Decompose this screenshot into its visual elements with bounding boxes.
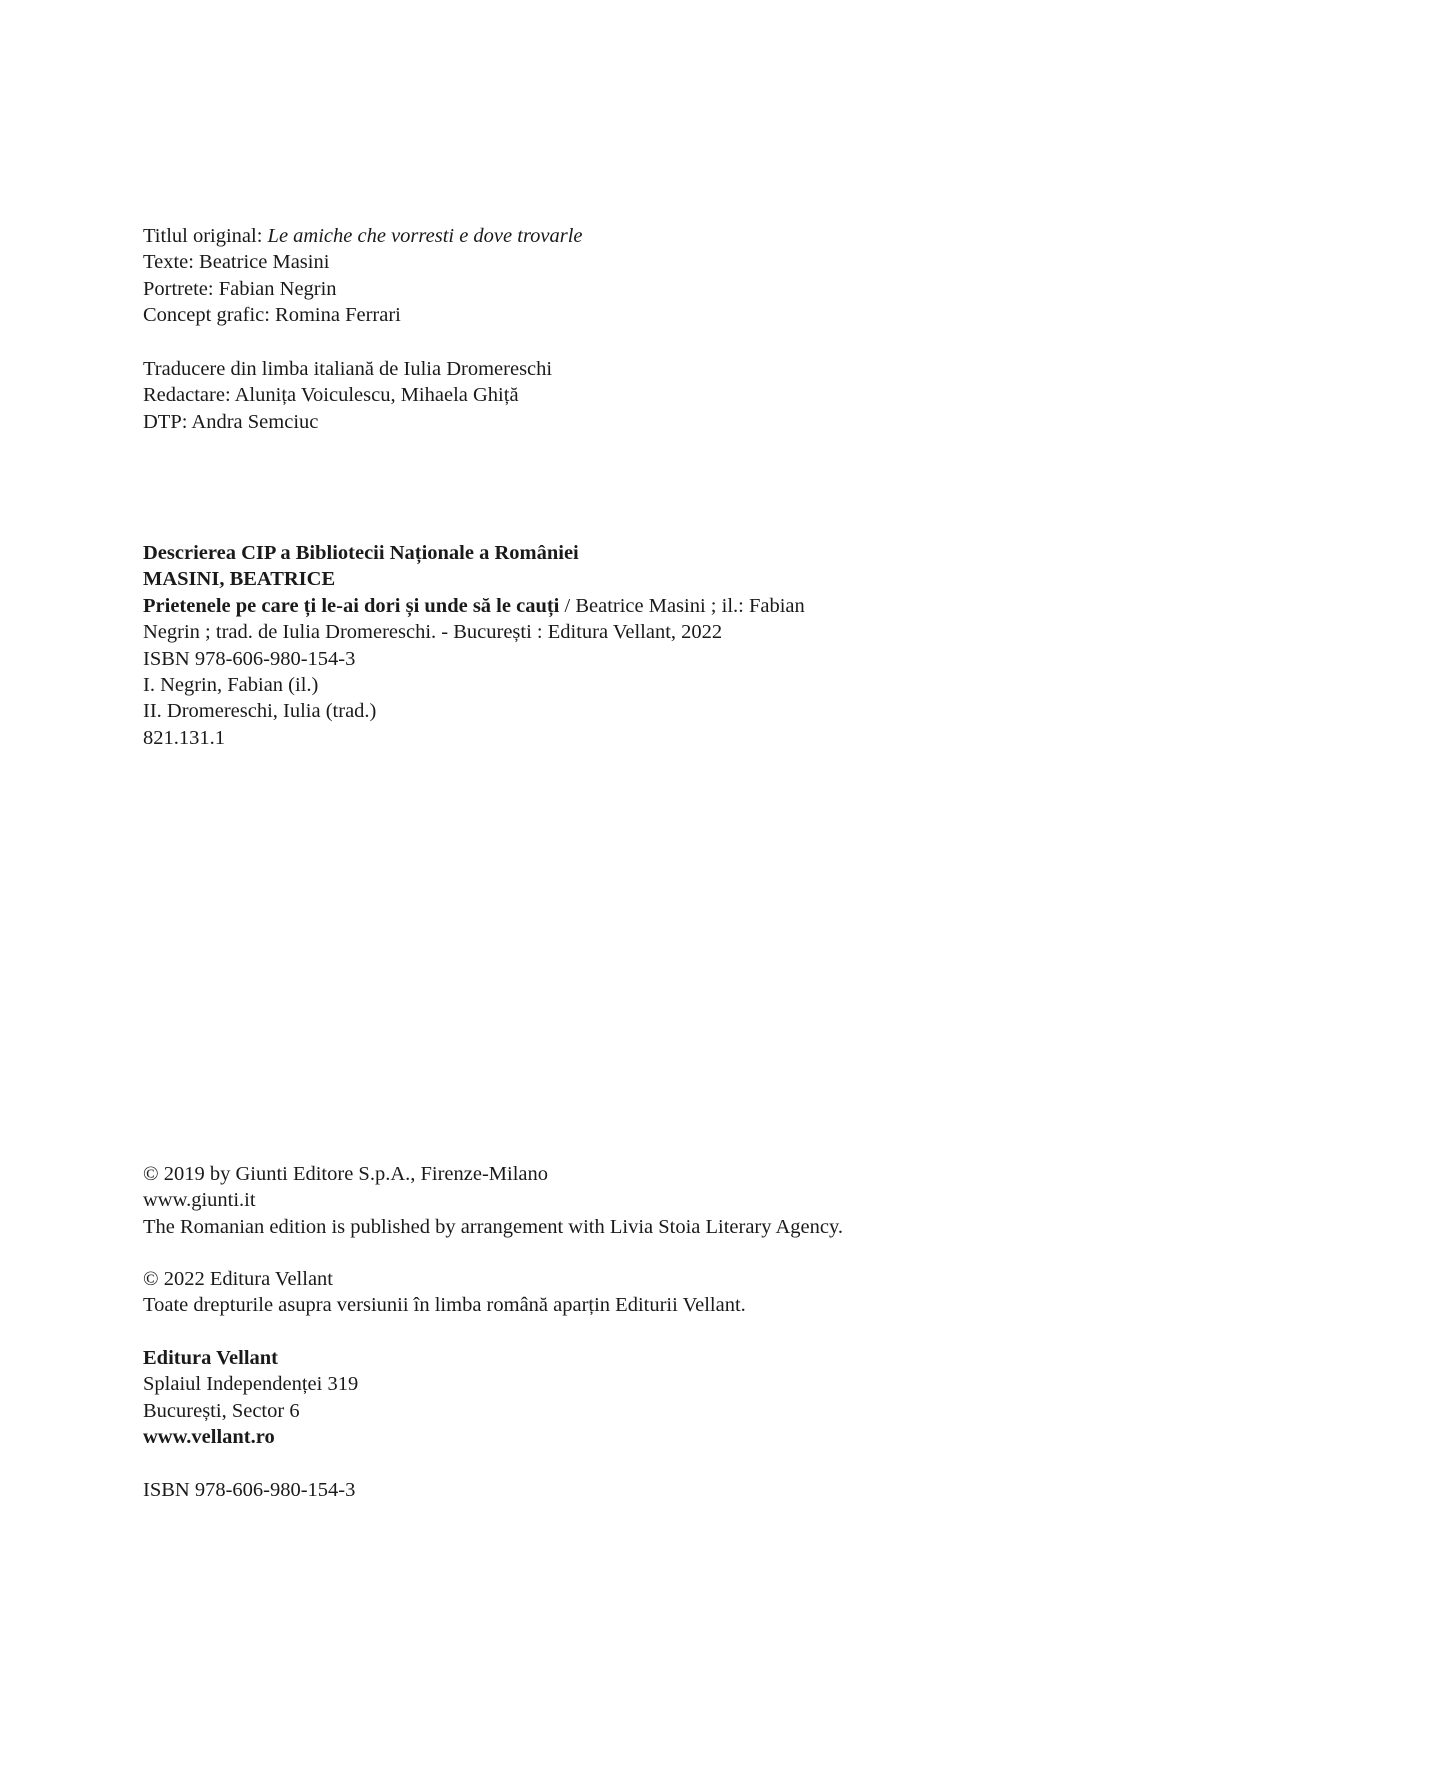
original-title-label: Titlul original: bbox=[143, 225, 268, 247]
team-block bbox=[143, 356, 1323, 435]
cip-book-title: Prietenele pe care ți le-ai dori și unde să le cauți bbox=[143, 594, 560, 617]
cip-author: MASINI, BEATRICE bbox=[143, 568, 336, 591]
isbn-final: ISBN 978-606-980-154-3 bbox=[143, 1479, 356, 1501]
cip-title-line bbox=[143, 593, 1323, 619]
portraits-credit: Portrete: Fabian Negrin bbox=[143, 277, 337, 300]
cip-publication-line: Negrin ; trad. de Iulia Dromereschi. - București : Editura Vellant, 2022 bbox=[143, 621, 723, 644]
cip-classification: 821.131.1 bbox=[143, 726, 225, 749]
cip-entry-illustrator: I. Negrin, Fabian (il.) bbox=[143, 674, 319, 697]
publisher-website: www.vellant.ro bbox=[143, 1426, 275, 1449]
cip-isbn: ISBN 978-606-980-154-3 bbox=[143, 647, 356, 670]
cip-description bbox=[143, 540, 1323, 751]
isbn-block bbox=[143, 1477, 1323, 1503]
editing-credit: Redactare: Alunița Voiculescu, Mihaela Ghiță bbox=[143, 384, 519, 407]
cip-entry-translator: II. Dromereschi, Iulia (trad.) bbox=[143, 700, 377, 723]
translation-credit: Traducere din limba italiană de Iulia Dromereschi bbox=[143, 358, 553, 380]
credits-block bbox=[143, 223, 1323, 329]
dtp-credit: DTP: Andra Semciuc bbox=[143, 410, 319, 433]
graphic-concept-credit: Concept grafic: Romina Ferrari bbox=[143, 304, 401, 327]
texts-credit: Texte: Beatrice Masini bbox=[143, 251, 330, 274]
copyright-romanian-line: © 2022 Editura Vellant bbox=[143, 1268, 333, 1290]
publisher-block bbox=[143, 1345, 1323, 1451]
giunti-website: www.giunti.it bbox=[143, 1189, 256, 1212]
arrangement-note: The Romanian edition is published by arrangement with Livia Stoia Literary Agency. bbox=[143, 1215, 844, 1238]
original-title-line bbox=[143, 223, 1323, 249]
publisher-street: Splaiul Independenței 319 bbox=[143, 1373, 359, 1396]
original-title: Le amiche che vorresti e dove trovarle bbox=[267, 225, 583, 247]
copyright-original-line: © 2019 by Giunti Editore S.p.A., Firenze-Milano bbox=[143, 1163, 549, 1185]
publisher-name: Editura Vellant bbox=[143, 1347, 278, 1369]
copyright-romanian-block bbox=[143, 1266, 1323, 1319]
copyright-original-block bbox=[143, 1161, 1323, 1240]
cip-heading: Descrierea CIP a Bibliotecii Naționale a României bbox=[143, 542, 579, 564]
cip-title-rest: / Beatrice Masini ; il.: Fabian bbox=[559, 594, 805, 617]
publisher-city: București, Sector 6 bbox=[143, 1399, 300, 1422]
rights-statement: Toate drepturile asupra versiunii în limba română aparțin Editurii Vellant. bbox=[143, 1294, 746, 1317]
